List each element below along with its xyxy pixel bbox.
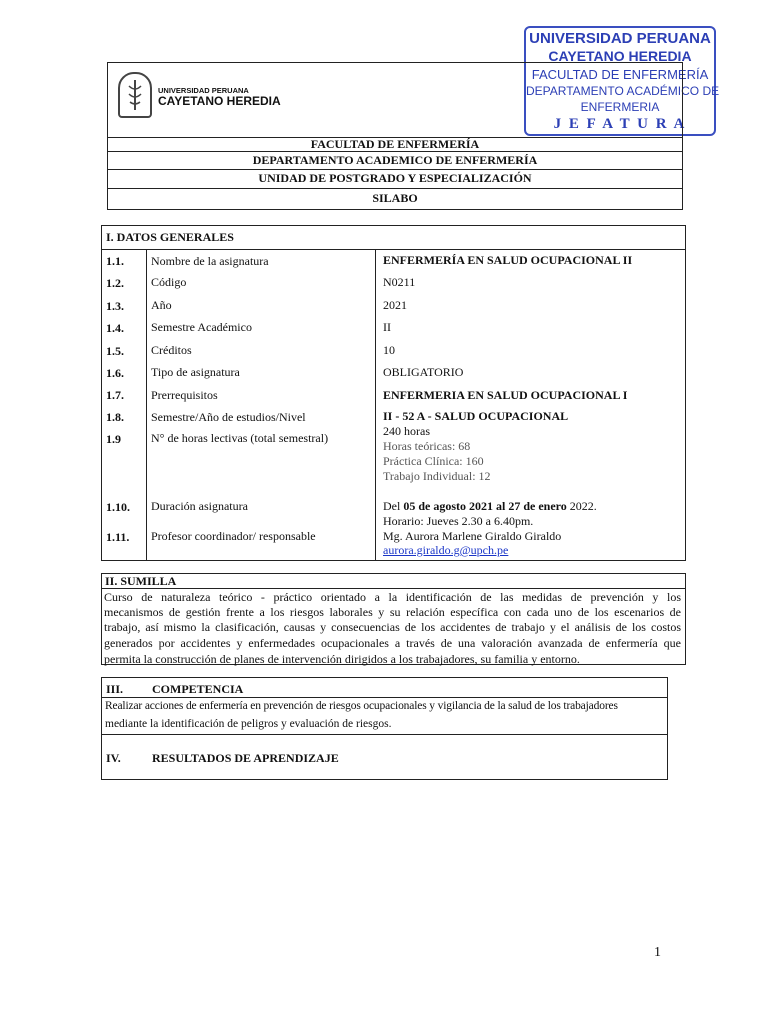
hours-theory: Horas teóricas: 68: [383, 439, 471, 453]
resultados-title: RESULTADOS DE APRENDIZAJE: [152, 751, 339, 765]
sumilla-line: trabajo, así mismo la clasificación, causas y consecuencias de los accidentes de trabajo y el análisis de los costos: [104, 620, 681, 634]
general-data-title: I. DATOS GENERALES: [106, 230, 234, 244]
resultados-number: IV.: [106, 751, 121, 765]
duration-value: Del 05 de agosto 2021 al 27 de enero 2022.: [383, 499, 597, 513]
hours-individual: Trabajo Individual: 12: [383, 469, 491, 483]
sumilla-line: permita la construcción de planes de intervención dirigidos a los trabajadores, su familia y entorno.: [104, 652, 580, 666]
logo-text-university: UNIVERSIDAD PERUANA: [158, 86, 249, 95]
competencia-title: COMPETENCIA: [152, 682, 244, 696]
header-department: DEPARTAMENTO ACADEMICO DE ENFERMERÍA: [252, 153, 538, 167]
logo-text-cayetano: CAYETANO HEREDIA: [158, 94, 281, 108]
sumilla-line: Curso de naturaleza teórico - práctico orientado a la identificación de las medidas de prevención y los: [104, 590, 681, 604]
stamp-line-faculty: FACULTAD DE ENFERMERÍA: [531, 67, 709, 82]
sumilla-line: generados por accidentes y enfermedades ocupacionales a través de una valoración avanzada de enfermería que: [104, 636, 681, 650]
competencia-text-line1: Realizar acciones de enfermería en prevención de riesgos ocupacionales y vigilancia de la salud de los trabajadores: [105, 700, 618, 712]
competencia-text-line2: mediante la identificación de peligros y evaluación de riesgos.: [105, 718, 392, 730]
schedule-value: Horario: Jueves 2.30 a 6.40pm.: [383, 514, 534, 528]
stamp-line-cayetano: CAYETANO HEREDIA: [548, 48, 692, 64]
header-doc-type: SILABO: [372, 191, 418, 205]
header-unit: UNIDAD DE POSTGRADO Y ESPECIALIZACIÓN: [258, 171, 532, 185]
stamp-line-university: UNIVERSIDAD PERUANA: [529, 30, 711, 47]
stamp-line-enfermeria: ENFERMERIA: [580, 100, 660, 114]
stamp-line-jefatura: J E F A T U R A: [553, 116, 687, 132]
stamp-line-department: DEPARTAMENTO ACADÉMICO DE: [526, 84, 720, 98]
sumilla-title: II. SUMILLA: [105, 574, 177, 588]
hours-practice: Práctica Clínica: 160: [383, 454, 484, 468]
page-number: 1: [654, 945, 661, 960]
coordinator-email-link[interactable]: aurora.giraldo.g@upch.pe: [383, 543, 509, 557]
coordinator-name: Mg. Aurora Marlene Giraldo Giraldo: [383, 529, 562, 543]
sumilla-line: mecanismos de gestión frente a los riesgos laborales y su relación específica con cada uno de los escenarios de: [104, 605, 681, 619]
hours-total: 240 horas: [383, 424, 430, 438]
competencia-number: III.: [106, 682, 124, 696]
header-faculty: FACULTAD DE ENFERMERÍA: [310, 137, 480, 151]
university-seal-icon: [118, 72, 152, 118]
